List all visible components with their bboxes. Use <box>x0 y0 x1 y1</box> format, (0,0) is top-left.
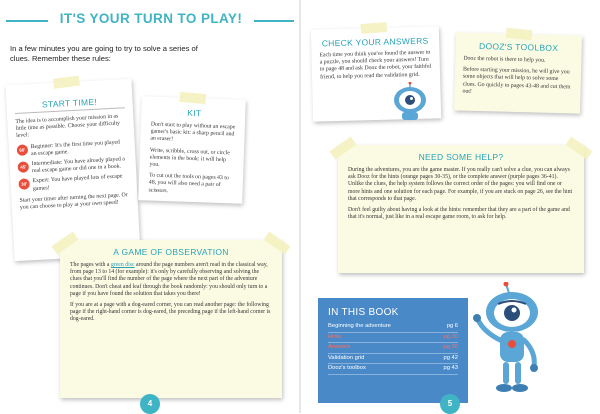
title-rule-left <box>6 20 48 22</box>
toolbox-text-1: Dooz the robot is there to help you. <box>463 55 546 64</box>
check-answers-heading: CHECK YOUR ANSWERS <box>321 35 429 49</box>
timer-icon: 30' <box>18 179 30 191</box>
toc-row[interactable] <box>328 322 458 333</box>
check-answers-text: Each time you think you've found the answer to a puzzle, you should check your answers! Turn to page 48 and ask Dooz the robot, your faithful friend, to help you read the validation grid. <box>319 49 432 81</box>
text-span: around the page numbers aren't read in the classical way, from page 13 to 14 (for example): it's only by carefully observing and solving the clues that you'll find the number of the page where the next part of the adventure continues. Don't cheat and leaf through the book randomly: you should only turn to a page if you have found the solution that takes you there! <box>70 262 268 297</box>
page-number-left: 4 <box>140 394 160 414</box>
tape <box>360 22 387 34</box>
toc-label: Validation grid <box>328 354 365 361</box>
green-disc-link[interactable]: green disc <box>110 262 135 268</box>
dooz-robot-icon <box>470 282 554 400</box>
level-text: Expert: You have played lots of escape games! <box>32 173 123 192</box>
toc-row[interactable] <box>328 343 458 354</box>
toc-row[interactable] <box>328 364 458 375</box>
in-this-book-box <box>318 298 468 403</box>
intro-text: In a few minutes you are going to try to solve a series of clues. Remember these rules: <box>10 44 198 63</box>
toc-label: Hints <box>328 333 342 340</box>
need-help-text-2: Don't feel guilty about having a look at the hints: remember that they are a part of the game and that it's normal, just like in a real escape game room, to ask for help. <box>348 207 570 221</box>
page-number-right: 5 <box>440 394 460 414</box>
level-text: Intermediate: You have already played a real escape game or did one in a book. <box>31 156 126 175</box>
toolbox-text-2: Before starting your mission, he will give you some objects that will help to solve some clues. Go quickly to pages 43-48 and cut them out! <box>462 66 571 95</box>
kit-heading: KIT <box>187 107 202 119</box>
observation-text-2: If you are at a page with a dog-eared corner, you can read another page: the following page if the right-hand corner is dog-eared, the preceding page if the left-hand corner is dog-eared. <box>70 302 271 323</box>
tape <box>53 76 80 89</box>
observation-note <box>60 240 282 398</box>
start-time-text: The idea is to accomplish your mission in as little time as possible. Choose your difficulty level: <box>15 113 121 140</box>
kit-note <box>138 96 246 204</box>
toc-page: pg 36 <box>443 344 458 350</box>
level-text: Beginner: It's the first time you played an escape game. <box>30 139 121 157</box>
toc-page: pg 6 <box>446 323 458 329</box>
toc-row[interactable] <box>328 333 458 344</box>
timer-icon: 60' <box>17 144 29 156</box>
toc-row[interactable] <box>328 354 458 365</box>
kit-text-2: Write, scribble, cross out, or circle elements in the book: it will help you. <box>149 147 230 168</box>
title-rule-right <box>254 20 294 22</box>
level-beginner <box>17 139 128 159</box>
in-this-book-heading: IN THIS BOOK <box>328 307 399 318</box>
page-title-banner <box>6 8 294 34</box>
timer-icon: 45' <box>18 161 30 173</box>
page-title: IT'S YOUR TURN TO PLAY! <box>59 11 243 26</box>
kit-text-3: To cut out the tools on pages 43 to 48, you will also need a pair of scissors. <box>148 172 229 194</box>
observation-text-1 <box>70 262 272 298</box>
toolbox-note <box>454 32 582 113</box>
toc-label: Answers <box>328 344 351 350</box>
start-time-heading: START TIME! <box>14 95 125 114</box>
text-span: The pages with a <box>70 262 111 268</box>
toc-page: pg 30 <box>443 333 458 340</box>
toc-label: Dooz's toolbox <box>328 365 366 371</box>
toc-label: Beginning the adventure <box>328 323 391 329</box>
toc-page: pg 43 <box>443 365 458 371</box>
tape <box>506 28 533 40</box>
need-help-heading: NEED SOME HELP? <box>418 152 504 162</box>
toc-page: pg 42 <box>443 354 458 361</box>
tape <box>179 92 206 104</box>
need-help-text-1: During the adventures, you are the game master. If you really can't solve a clue, you can always ask Dooz for the hints (orange pages 30-35), or the complete answer (purple pages 36-41). Unlike the clues, the help system follows the correct order of the pages: you will find one or more hints and one solution for each page. For example, if you are stuck on page 26, see the hint that corresponds to that page. <box>348 167 573 202</box>
level-expert <box>18 174 129 194</box>
toolbox-heading: DOOZ'S TOOLBOX <box>478 40 559 54</box>
need-help-note <box>338 145 584 273</box>
start-time-footer: Start your timer after turning the next page. Or you can choose to play at your own speed! <box>19 192 128 211</box>
dooz-robot-small-icon <box>388 82 432 122</box>
kit-text-1: Don't start to play without an escape gamer's basic kit: a sharp pencil and an eraser! <box>150 121 236 143</box>
observation-heading: A GAME OF OBSERVATION <box>113 247 229 257</box>
